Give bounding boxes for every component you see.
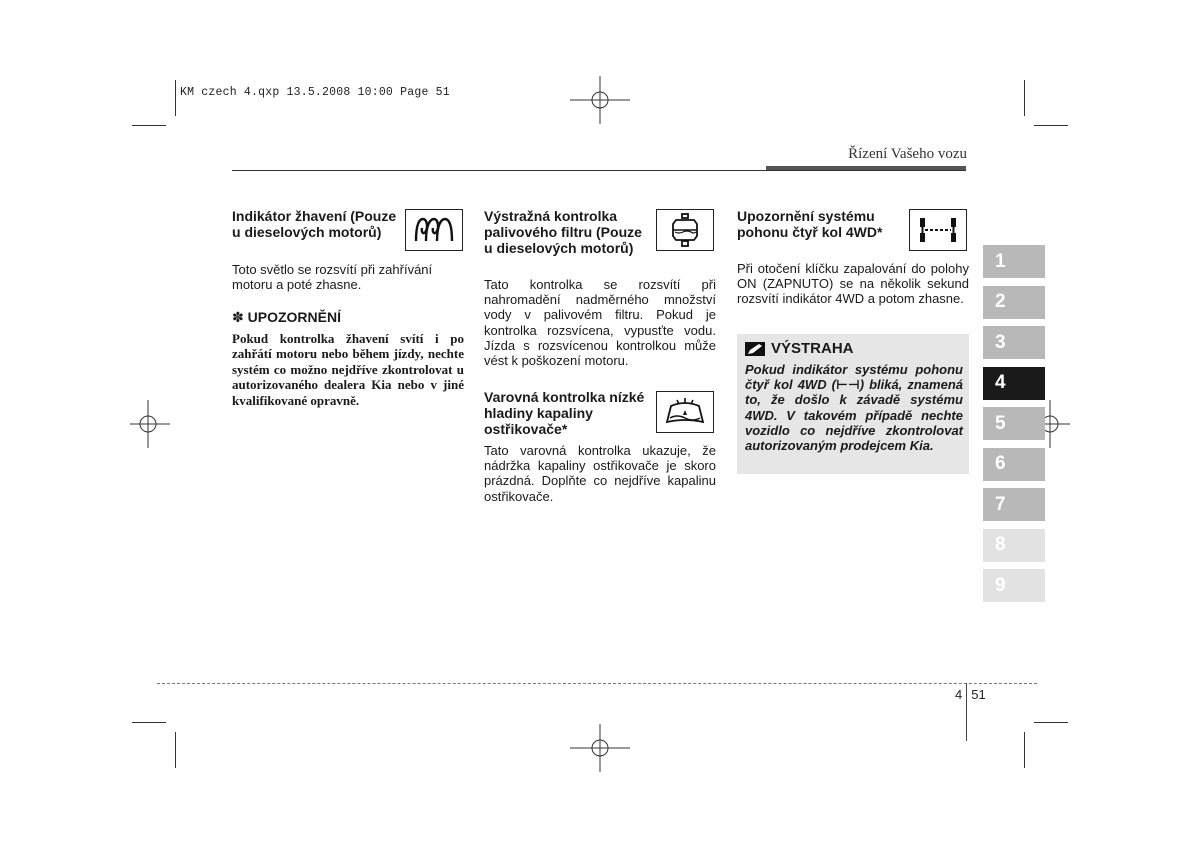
registration-mark-bottom: [570, 724, 630, 772]
washer-heading: Varovná kontrolka nízké hladiny kapaliny ostřikovače*: [484, 389, 645, 437]
glow-plug-icon: [405, 209, 463, 251]
crop-mark: [175, 732, 176, 768]
chapter-tab-8[interactable]: 8: [983, 529, 1045, 562]
header-rule-accent: [766, 166, 966, 170]
chapter-tab-9[interactable]: 9: [983, 569, 1045, 602]
warning-pencil-icon: [745, 342, 765, 356]
caution-body: Pokud kontrolka žhavení svítí i po zahřátí motoru nebo během jízdy, nechte systém co možno nejdříve zkontrolovat u autorizovaného dealera Kia nebo v jiné kvalifikované opravně.: [232, 331, 464, 408]
crop-mark: [1034, 722, 1068, 723]
fuel-filter-icon: [656, 209, 714, 251]
crop-mark: [1024, 80, 1025, 116]
glow-indicator-body: Toto světlo se rozsvítí při zahřívání motoru a poté zhasne.: [232, 262, 433, 293]
chapter-tab-6[interactable]: 6: [983, 448, 1045, 481]
chapter-tab-5[interactable]: 5: [983, 407, 1045, 440]
printer-slug: KM czech 4.qxp 13.5.2008 10:00 Page 51: [180, 86, 450, 99]
caution-block: [232, 309, 464, 408]
washer-body: Tato varovná kontrolka ukazuje, že nádržka kapaliny ostřikovače je skoro prázdná. Doplňte co nejdříve kapalinu ostřikovače.: [484, 443, 716, 504]
chapter-tab-1[interactable]: 1: [983, 245, 1045, 278]
4wd-body: Při otočení klíčku zapalování do polohy ON (ZAPNUTO) se na několik sekund rozsvítí indikátor 4WD a potom zhasne.: [737, 261, 969, 307]
crop-mark: [1034, 125, 1068, 126]
glow-indicator-heading: Indikátor žhavení (Pouze u dieselových motorů): [232, 208, 397, 240]
header-rule: [232, 170, 966, 171]
fuel-filter-body: Tato kontrolka se rozsvítí při nahromadění nadměrného množství vody v palivovém filtru. Pokud je kontrolka rozsvícena, vypusťte vodu. Jízda s rozsvícenou kontrolkou může vést k poškození motoru.: [484, 277, 716, 369]
warning-box: [737, 334, 969, 474]
warning-body: Pokud indikátor systému pohonu čtyř kol 4WD (⊢⊣) bliká, znamená to, že došlo k závadě systému 4WD. V takovém případě nechte vozidlo co nejdříve zkontrolovat autorizovaným prodejcem Kia.: [745, 362, 963, 454]
warning-title-row: [745, 340, 854, 357]
fuel-filter-heading: Výstražná kontrolka palivového filtru (Pouze u dieselových motorů): [484, 208, 642, 256]
caution-title: ✽ UPOZORNĚNÍ: [232, 309, 341, 325]
chapter-tab-7[interactable]: 7: [983, 488, 1045, 521]
chapter-tabs: [983, 245, 1045, 610]
crop-mark: [175, 80, 176, 116]
washer-text: [484, 443, 716, 504]
glow-indicator-heading-block: [232, 208, 400, 240]
registration-mark-top: [570, 76, 630, 124]
chapter-tab-3[interactable]: 3: [983, 326, 1045, 359]
crop-mark: [132, 722, 166, 723]
chapter-tab-4[interactable]: 4: [983, 367, 1045, 400]
page-chapter: 4: [955, 687, 963, 702]
4wd-text: [737, 261, 969, 307]
washer-heading-block: [484, 389, 654, 437]
chapter-title: Řízení Vašeho vozu: [848, 146, 967, 162]
page-number: [955, 687, 986, 702]
chapter-tab-2[interactable]: 2: [983, 286, 1045, 319]
washer-fluid-icon: [656, 391, 714, 433]
4wd-icon: [909, 209, 967, 251]
footer-rule: [157, 683, 1037, 684]
4wd-heading-block: [737, 208, 905, 240]
registration-mark-left: [130, 400, 170, 448]
crop-mark: [132, 125, 166, 126]
fuel-filter-heading-block: [484, 208, 652, 256]
glow-indicator-text: [232, 262, 464, 292]
warning-title: VÝSTRAHA: [771, 340, 854, 357]
page-number-value: 51: [971, 687, 986, 702]
4wd-heading: Upozornění systému pohonu čtyř kol 4WD*: [737, 208, 883, 240]
crop-mark: [1024, 732, 1025, 768]
fuel-filter-text: [484, 277, 716, 368]
